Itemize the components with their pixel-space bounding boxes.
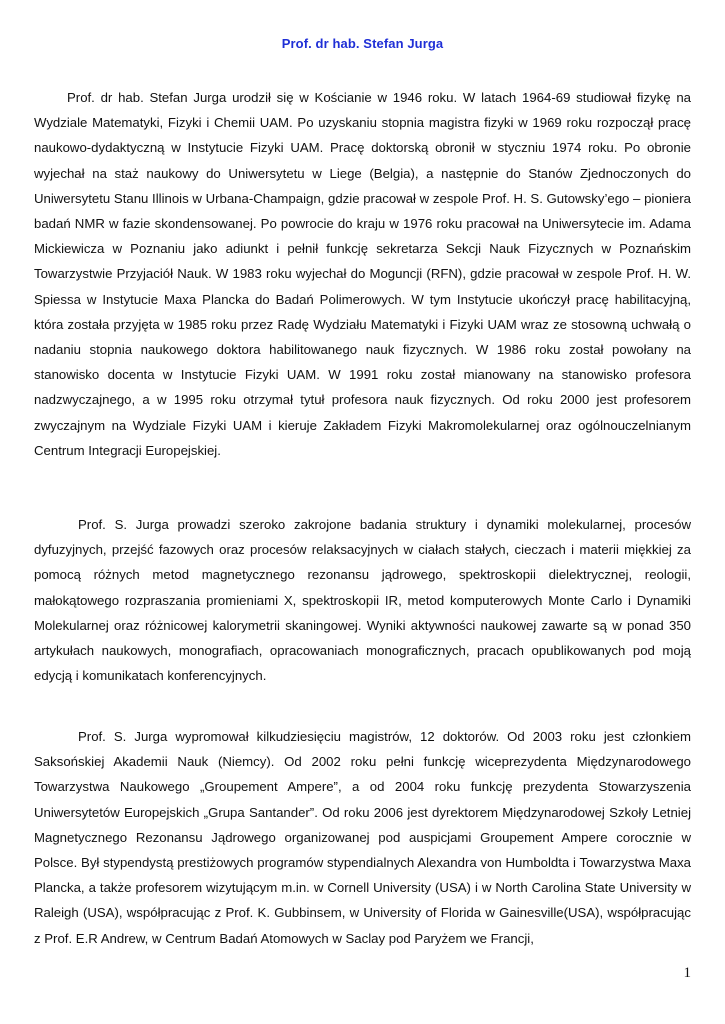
achievements-paragraph-3: Prof. S. Jurga wypromował kilkudziesięciu magistrów, 12 doktorów. Od 2003 roku jest członkiem Saksońskiej Akademii Nauk (Niemcy). Od 2002 roku pełni funkcję wiceprezydenta Międzynarodowego Towarzystwa Naukowego „Groupement Ampere”, a od 2004 roku funkcję prezydenta Stowarzyszenia Uniwersytetów Europejskich „Grupa Santander”. Od roku 2006 jest dyrektorem Międzynarodowej Szkoły Letniej Magnetycznego Rezonansu Jądrowego organizowanej pod auspicjami Groupement Ampere corocznie w Polsce. Był stypendystą prestiżowych programów stypendialnych Alexandra von Humboldta i Towarzystwa Maxa Plancka, a także profesorem wizytującym m.in. w Cornell University (USA) i w North Carolina State University w Raleigh (USA), współpracując z Prof. K. Gubbinsem, w University of Florida w Gainesville(USA), współpracując z Prof. E.R Andrew, w Centrum Badań Atomowych w Saclay pod Paryżem we Francji, [34,729,691,946]
research-paragraph-2: Prof. S. Jurga prowadzi szeroko zakrojone badania struktury i dynamiki molekularnej, procesów dyfuzyjnych, przejść fazowych oraz procesów relaksacyjnych w ciałach stałych, cieczach i materii miękkiej za pomocą różnych metod magnetycznego rezonansu jądrowego, spektroskopii dielektrycznej, reologii, małokątowego rozpraszania promieniami X, spektroskopii IR, metod komputerowych Monte Carlo i Dynamiki Molekularnej oraz różnicowej kalorymetrii skaningowej. Wyniki aktywności naukowej zawarte są w ponad 350 artykułach naukowych, monografiach, opracowaniach monograficznych, pracach opublikowanych pod moją edycją i komunikatach konferencyjnych. [34,517,691,684]
document-title: Prof. dr hab. Stefan Jurga [281,36,444,51]
page-number: 1 [683,965,691,981]
biography-paragraph-1: Prof. dr hab. Stefan Jurga urodził się w Kościanie w 1946 roku. W latach 1964-69 studiował fizykę na Wydziale Matematyki, Fizyki i Chemii UAM. Po uzyskaniu stopnia magistra fizyki w 1969 roku rozpoczął pracę naukowo-dydaktyczną w Instytucie Fizyki UAM. Pracę doktorską obronił w styczniu 1974 roku. Po obronie wyjechał na staż naukowy do Uniwersytetu w Liege (Belgia), a następnie do Stanów Zjednoczonych do Uniwersytetu Stanu Illinois w Urbana-Champaign, gdzie pracował w zespole Prof. H. S. Gutowsky’ego – pioniera badań NMR w fazie skondensowanej. Po powrocie do kraju w 1976 roku pracował na Uniwersytecie im. Adama Mickiewicza w Poznaniu jako adiunkt i pełnił funkcję sekretarza Sekcji Nauk Fizycznych w Poznańskim Towarzystwie Przyjaciół Nauk. W 1983 roku wyjechał do Moguncji (RFN), gdzie pracował w zespole Prof. H. W. Spiessa w Instytucie Maxa Plancka do Badań Polimerowych. W tym Instytucie ukończył pracę habilitacyjną, która została przyjęta w 1985 roku przez Radę Wydziału Matematyki i Fizyki UAM wraz ze stosowną uchwałą o nadaniu stopnia naukowego doktora habilitowanego nauk fizycznych. W 1986 roku został powołany na stanowisko docenta w Instytucie Fizyki UAM. W 1991 roku został mianowany na stanowisko profesora nadzwyczajnego, a w 1995 roku otrzymał tytuł profesora nauk fizycznych. Od roku 2000 jest profesorem zwyczajnym na Wydziale Fizyki UAM i kieruje Zakładem Fizyki Makromolekularnej oraz ogólnouczelnianym Centrum Integracji Europejskiej. [34,90,691,458]
